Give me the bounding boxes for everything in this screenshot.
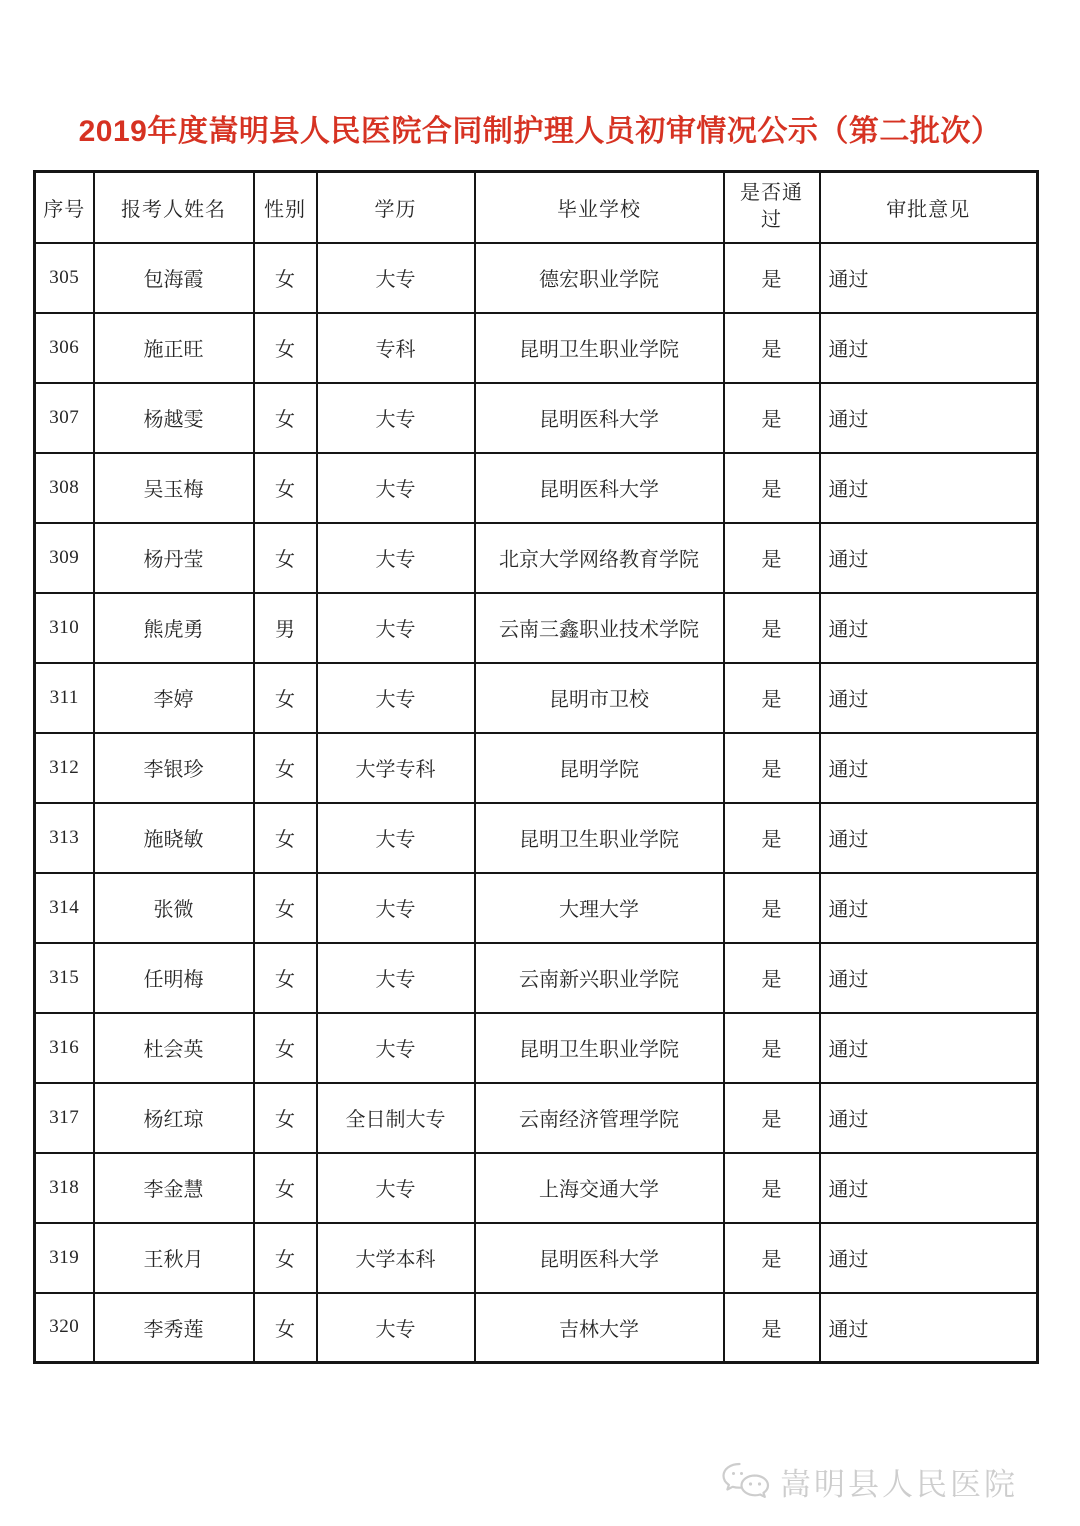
cell-school: 昆明医科大学: [475, 1223, 724, 1293]
cell-opinion: 通过: [820, 453, 1038, 523]
cell-school: 云南新兴职业学院: [475, 943, 724, 1013]
table-row: [35, 383, 1038, 453]
cell-name: 张微: [94, 873, 254, 943]
cell-seq: 318: [35, 1153, 94, 1223]
table-row: [35, 1223, 1038, 1293]
cell-passed: 是: [724, 383, 820, 453]
cell-school: 上海交通大学: [475, 1153, 724, 1223]
cell-edu: 大专: [317, 1293, 475, 1363]
cell-name: 杨丹莹: [94, 523, 254, 593]
table-row: [35, 1293, 1038, 1363]
cell-name: 李银珍: [94, 733, 254, 803]
cell-opinion: 通过: [820, 1083, 1038, 1153]
cell-edu: 大专: [317, 593, 475, 663]
cell-seq: 311: [35, 663, 94, 733]
cell-seq: 320: [35, 1293, 94, 1363]
wechat-icon: [719, 1461, 771, 1503]
cell-passed: 是: [724, 453, 820, 523]
cell-gender: 女: [254, 1083, 317, 1153]
cell-opinion: 通过: [820, 593, 1038, 663]
cell-gender: 女: [254, 453, 317, 523]
cell-name: 李婷: [94, 663, 254, 733]
cell-name: 李金慧: [94, 1153, 254, 1223]
column-header-label: 学历: [374, 198, 417, 221]
cell-school: 昆明医科大学: [475, 453, 724, 523]
cell-passed: 是: [724, 803, 820, 873]
cell-passed: 是: [724, 1013, 820, 1083]
cell-school: 云南经济管理学院: [475, 1083, 724, 1153]
cell-edu: 全日制大专: [317, 1083, 475, 1153]
cell-school: 昆明医科大学: [475, 383, 724, 453]
column-header-passed: [724, 172, 820, 243]
cell-passed: 是: [724, 663, 820, 733]
table-row: [35, 1153, 1038, 1223]
cell-name: 施晓敏: [94, 803, 254, 873]
table-row: [35, 1013, 1038, 1083]
cell-name: 任明梅: [94, 943, 254, 1013]
cell-seq: 309: [35, 523, 94, 593]
cell-gender: 女: [254, 803, 317, 873]
cell-opinion: 通过: [820, 523, 1038, 593]
cell-school: 北京大学网络教育学院: [475, 523, 724, 593]
cell-school: 昆明卫生职业学院: [475, 803, 724, 873]
cell-gender: 女: [254, 733, 317, 803]
column-header-opinion: [820, 172, 1038, 243]
cell-passed: 是: [724, 313, 820, 383]
column-header-edu: [317, 172, 475, 243]
cell-name: 杨越雯: [94, 383, 254, 453]
cell-passed: 是: [724, 1293, 820, 1363]
cell-gender: 男: [254, 593, 317, 663]
cell-school: 昆明学院: [475, 733, 724, 803]
table-row: [35, 803, 1038, 873]
cell-seq: 310: [35, 593, 94, 663]
cell-school: 德宏职业学院: [475, 243, 724, 313]
cell-edu: 大专: [317, 1153, 475, 1223]
cell-seq: 312: [35, 733, 94, 803]
cell-edu: 大学专科: [317, 733, 475, 803]
cell-opinion: 通过: [820, 663, 1038, 733]
cell-passed: 是: [724, 243, 820, 313]
cell-school: 大理大学: [475, 873, 724, 943]
cell-name: 施正旺: [94, 313, 254, 383]
watermark: [719, 1459, 1018, 1504]
cell-school: 昆明卫生职业学院: [475, 1013, 724, 1083]
cell-edu: 大专: [317, 453, 475, 523]
cell-school: 吉林大学: [475, 1293, 724, 1363]
cell-seq: 307: [35, 383, 94, 453]
column-header-label: 审批意见: [886, 198, 971, 221]
cell-gender: 女: [254, 1223, 317, 1293]
cell-gender: 女: [254, 1013, 317, 1083]
cell-edu: 大专: [317, 663, 475, 733]
cell-name: 杨红琼: [94, 1083, 254, 1153]
cell-gender: 女: [254, 383, 317, 453]
cell-seq: 315: [35, 943, 94, 1013]
page-title: 2019年度嵩明县人民医院合同制护理人员初审情况公示（第二批次）: [78, 115, 1002, 148]
column-header-seq: [35, 172, 94, 243]
table-row: [35, 313, 1038, 383]
cell-opinion: 通过: [820, 1293, 1038, 1363]
cell-gender: 女: [254, 943, 317, 1013]
column-header-label: 性别: [264, 198, 306, 221]
cell-name: 李秀莲: [94, 1293, 254, 1363]
cell-edu: 大专: [317, 803, 475, 873]
table-row: [35, 943, 1038, 1013]
cell-gender: 女: [254, 1293, 317, 1363]
cell-edu: 大专: [317, 1013, 475, 1083]
column-header-label: 序号: [43, 198, 86, 221]
cell-seq: 314: [35, 873, 94, 943]
cell-seq: 319: [35, 1223, 94, 1293]
watermark-text: 嵩明县人民医院: [780, 1467, 1018, 1502]
cell-school: 昆明卫生职业学院: [475, 313, 724, 383]
cell-gender: 女: [254, 523, 317, 593]
cell-opinion: 通过: [820, 1153, 1038, 1223]
table-row: [35, 453, 1038, 523]
cell-passed: 是: [724, 1083, 820, 1153]
cell-opinion: 通过: [820, 1223, 1038, 1293]
table-body: [35, 243, 1038, 1363]
cell-opinion: 通过: [820, 243, 1038, 313]
cell-name: 王秋月: [94, 1223, 254, 1293]
cell-edu: 大学本科: [317, 1223, 475, 1293]
cell-gender: 女: [254, 243, 317, 313]
column-header-label: 报考人姓名: [121, 198, 226, 221]
column-header-name: [94, 172, 254, 243]
cell-gender: 女: [254, 873, 317, 943]
cell-opinion: 通过: [820, 873, 1038, 943]
cell-edu: 大专: [317, 523, 475, 593]
cell-passed: 是: [724, 1153, 820, 1223]
cell-school: 昆明市卫校: [475, 663, 724, 733]
cell-seq: 306: [35, 313, 94, 383]
table-row: [35, 1083, 1038, 1153]
cell-gender: 女: [254, 313, 317, 383]
review-table: [33, 170, 1039, 1364]
cell-name: 吴玉梅: [94, 453, 254, 523]
cell-opinion: 通过: [820, 313, 1038, 383]
cell-opinion: 通过: [820, 1013, 1038, 1083]
cell-opinion: 通过: [820, 943, 1038, 1013]
cell-name: 熊虎勇: [94, 593, 254, 663]
cell-seq: 308: [35, 453, 94, 523]
cell-edu: 大专: [317, 243, 475, 313]
header-row: [35, 172, 1038, 243]
cell-opinion: 通过: [820, 383, 1038, 453]
cell-seq: 305: [35, 243, 94, 313]
table-header: [35, 172, 1038, 243]
cell-edu: 专科: [317, 313, 475, 383]
cell-gender: 女: [254, 1153, 317, 1223]
cell-passed: 是: [724, 943, 820, 1013]
cell-opinion: 通过: [820, 803, 1038, 873]
table-row: [35, 663, 1038, 733]
cell-gender: 女: [254, 663, 317, 733]
cell-edu: 大专: [317, 383, 475, 453]
table-row: [35, 523, 1038, 593]
column-header-gender: [254, 172, 317, 243]
cell-seq: 313: [35, 803, 94, 873]
cell-passed: 是: [724, 593, 820, 663]
cell-edu: 大专: [317, 943, 475, 1013]
cell-opinion: 通过: [820, 733, 1038, 803]
column-header-label: 毕业学校: [557, 198, 641, 221]
cell-passed: 是: [724, 1223, 820, 1293]
cell-name: 包海霞: [94, 243, 254, 313]
column-header-label: 是否通过: [740, 182, 803, 232]
cell-passed: 是: [724, 873, 820, 943]
cell-edu: 大专: [317, 873, 475, 943]
cell-school: 云南三鑫职业技术学院: [475, 593, 724, 663]
table-row: [35, 243, 1038, 313]
table-row: [35, 873, 1038, 943]
column-header-school: [475, 172, 724, 243]
cell-name: 杜会英: [94, 1013, 254, 1083]
table-row: [35, 733, 1038, 803]
cell-passed: 是: [724, 733, 820, 803]
cell-seq: 317: [35, 1083, 94, 1153]
cell-passed: 是: [724, 523, 820, 593]
table-row: [35, 593, 1038, 663]
cell-seq: 316: [35, 1013, 94, 1083]
